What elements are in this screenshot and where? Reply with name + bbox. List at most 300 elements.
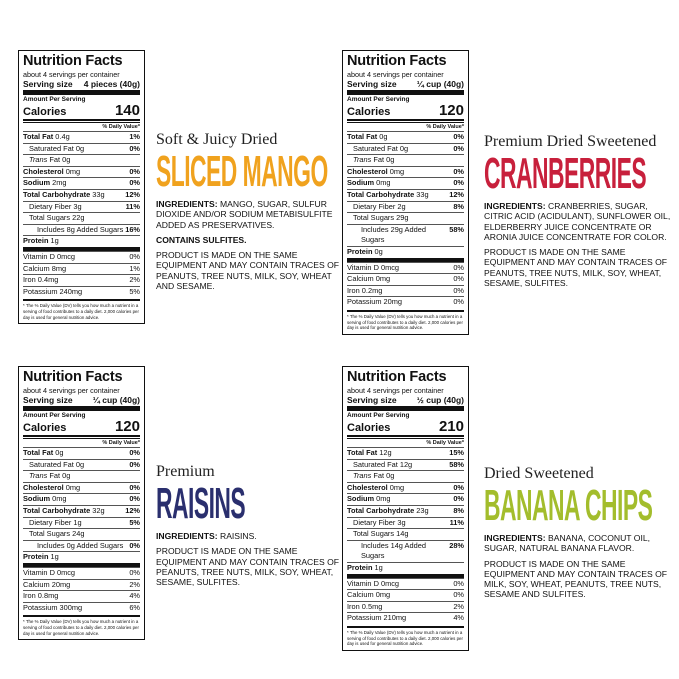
nf-nutrient-row <box>23 154 140 166</box>
product-name: BANANA CHIPS <box>484 481 653 530</box>
nf-nutrient-amount: Calcium 20mg <box>23 579 71 589</box>
nf-servings: about 4 servings per container <box>23 386 120 395</box>
nf-nutrient-label <box>347 225 449 246</box>
nf-nutrient-label <box>347 297 402 308</box>
nf-calories-value: 120 <box>114 418 140 435</box>
nf-nutrient-label <box>347 483 404 494</box>
nf-nutrient-label <box>23 580 70 591</box>
nf-nutrient-amount: 33g <box>90 189 105 199</box>
nf-nutrient-row <box>347 246 464 262</box>
nf-nutrient-dv: 0% <box>453 590 464 600</box>
nf-nutrient-dv: 0% <box>453 285 464 295</box>
nf-nutrient-amount: 0mg <box>374 178 391 188</box>
nf-calories-row <box>23 103 140 118</box>
nf-nutrient-label <box>23 236 59 247</box>
nf-calories-label: Calories <box>23 422 67 434</box>
nf-nutrient-row <box>23 251 140 263</box>
nf-nutrient-dv: 0% <box>453 143 464 153</box>
ingredients-text <box>484 201 674 242</box>
nf-nutrient-label <box>347 167 404 178</box>
nf-nutrient-row <box>347 166 464 178</box>
nf-nutrient-row <box>347 601 464 613</box>
nf-nutrient-label <box>23 252 75 263</box>
nf-nutrient-amount: Trans Fat 0g <box>29 471 71 481</box>
trans-italic: Trans <box>353 155 372 165</box>
nf-nutrient-amount: 1g <box>372 562 383 572</box>
nf-nutrient-row <box>347 470 464 482</box>
nf-nutrient-amount: Dietary Fiber 3g <box>29 201 82 211</box>
nf-nutrient-amount: Includes 29g Added Sugars <box>361 224 426 245</box>
nf-nutrient-dv: 0% <box>453 494 464 504</box>
nf-nutrient-label <box>23 213 84 224</box>
nf-nutrient-amount: 0mg <box>63 482 81 492</box>
nf-nutrient-label <box>347 247 383 258</box>
nf-nutrient-row <box>347 578 464 590</box>
nf-nutrient-amount: Vitamin D 0mcg <box>347 262 400 272</box>
nf-nutrient-label <box>347 286 382 297</box>
allergen-statement: PRODUCT IS MADE ON THE SAME EQUIPMENT AND MAY CONTAIN TRACES OF PEANUTS, TREE NUTS, MILK, SOY, WHEAT, SESAME, SULFITES. <box>484 247 668 289</box>
nf-footnote: * The % Daily Value (DV) tells you how much a nutrient in a serving of food contributes to a daily diet. 2,000 calories per day is used for general nutrition advice. <box>23 299 140 320</box>
nf-nutrient-dv: 12% <box>125 505 140 515</box>
nf-nutrient-row <box>23 551 140 567</box>
nf-nutrient-label <box>347 448 392 459</box>
nf-nutrient-dv: 12% <box>449 189 464 199</box>
nf-nutrient-amount: 2mg <box>50 178 67 188</box>
nf-nutrient-dv: 0% <box>129 178 140 188</box>
nf-nutrient-row <box>347 154 464 166</box>
nf-nutrient-label <box>347 155 394 166</box>
nf-nutrient-name: Protein <box>347 562 373 572</box>
nf-nutrient-amount: Total Sugars 14g <box>353 529 409 539</box>
nf-nutrient-amount: Vitamin D 0mcg <box>23 567 76 577</box>
product-name: CRANBERRIES <box>484 149 647 198</box>
nf-nutrient-amount: 0g <box>377 132 388 141</box>
nf-amount-per-serving: Amount Per Serving <box>347 412 410 419</box>
nf-nutrient-amount: Dietary Fiber 2g <box>353 201 406 211</box>
nf-nutrient-name: Total Fat <box>23 448 54 457</box>
nf-nutrient-label <box>347 460 412 471</box>
nf-divider-thick <box>23 406 140 411</box>
nf-nutrient-label <box>23 132 70 143</box>
nf-nutrient-dv: 4% <box>453 613 464 623</box>
nf-serving-size <box>23 79 140 89</box>
nf-nutrient-amount: 0mg <box>387 166 405 176</box>
nf-footnote: * The % Daily Value (DV) tells you how much a nutrient in a serving of food contributes to a daily diet. 2,000 calories per day is used for general nutrition advice. <box>23 615 140 636</box>
nf-nutrient-name: Cholesterol <box>347 482 388 492</box>
product-name: RAISINS <box>156 479 246 528</box>
nf-nutrient-dv: 0% <box>453 132 464 141</box>
nf-nutrient-dv: 8% <box>453 201 464 211</box>
nf-nutrient-row <box>23 447 140 459</box>
nf-nutrient-amount: 0mg <box>387 482 405 492</box>
nf-nutrient-amount: Calcium 0mg <box>347 590 391 600</box>
nf-nutrient-row <box>347 528 464 540</box>
nf-nutrient-row <box>347 589 464 601</box>
nf-nutrient-amount: Potassium 300mg <box>23 602 83 612</box>
nf-title: Nutrition Facts <box>347 369 447 385</box>
nf-nutrient-name: Total Fat <box>347 132 378 141</box>
nf-nutrient-amount: Vitamin D 0mcg <box>347 578 400 588</box>
nf-nutrient-name: Protein <box>23 236 49 246</box>
nf-nutrient-amount: 0g <box>53 448 64 457</box>
nf-nutrient-label <box>23 275 58 286</box>
nf-nutrient-label <box>23 568 75 579</box>
nf-nutrient-dv: 0% <box>453 274 464 284</box>
nf-nutrient-name: Cholesterol <box>23 482 64 492</box>
nf-nutrient-name: Total Carbohydrate <box>347 505 415 515</box>
nf-nutrient-row <box>347 131 464 143</box>
nf-nutrient-row <box>23 579 140 591</box>
nf-nutrient-row <box>23 212 140 224</box>
nf-nutrient-amount: 1g <box>48 552 59 562</box>
nf-nutrient-row <box>347 517 464 529</box>
nf-nutrient-label <box>23 471 70 482</box>
nf-nutrient-label <box>347 178 391 189</box>
trans-italic: Trans <box>353 471 372 481</box>
nf-serving-label: Serving size <box>347 395 397 405</box>
nf-nutrient-dv: 28% <box>449 540 464 550</box>
nf-nutrient-amount: Vitamin D 0mcg <box>23 251 76 261</box>
nf-nutrient-label <box>23 591 58 602</box>
ingredients-list: BANANA, COCONUT OIL, SUGAR, NATURAL BANANA FLAVOR. <box>484 533 651 554</box>
nf-amount-per-serving: Amount Per Serving <box>23 96 86 103</box>
nf-nutrient-row <box>23 470 140 482</box>
ingredients-block <box>156 199 346 291</box>
nf-nutrient-dv: 0% <box>129 494 140 504</box>
nf-nutrient-row <box>347 273 464 285</box>
nf-nutrient-row <box>347 482 464 494</box>
nf-serving-value: ½ cup (40g) <box>416 395 464 405</box>
nf-nutrient-name: Protein <box>23 552 49 562</box>
nf-nutrient-label <box>23 144 84 155</box>
nf-nutrient-label <box>23 603 82 614</box>
nf-nutrient-row <box>23 540 140 552</box>
nf-nutrient-row <box>347 459 464 471</box>
nf-calories-value: 120 <box>438 102 464 119</box>
product-branding <box>484 133 679 293</box>
nf-nutrient-row <box>347 285 464 297</box>
nf-divider-thick <box>23 90 140 95</box>
nf-nutrient-label <box>23 287 82 298</box>
nf-dv-header: % Daily Value* <box>347 438 464 447</box>
nf-serving-size <box>347 79 464 89</box>
nf-calories-label: Calories <box>347 422 391 434</box>
nf-nutrient-dv: 0% <box>453 482 464 492</box>
nf-nutrient-name: Total Carbohydrate <box>347 189 415 199</box>
nf-nutrient-row <box>347 212 464 224</box>
nf-footnote: * The % Daily Value (DV) tells you how much a nutrient in a serving of food contributes to a daily diet. 2,000 calories per day is used for general nutrition advice. <box>347 310 464 331</box>
nf-nutrient-dv: 6% <box>129 602 140 612</box>
nf-nutrient-label <box>23 155 70 166</box>
nf-nutrient-name: Sodium <box>23 494 51 504</box>
nf-nutrient-label <box>23 483 80 494</box>
nf-nutrient-row <box>23 274 140 286</box>
nf-nutrient-row <box>347 224 464 246</box>
nf-nutrient-amount: Trans Fat 0g <box>353 155 395 165</box>
product-tagline: Soft & Juicy Dried <box>156 131 278 148</box>
nf-nutrient-dv: 0% <box>129 251 140 261</box>
nf-nutrient-row <box>23 166 140 178</box>
nf-nutrient-label <box>347 590 390 601</box>
ingredients-text <box>484 533 674 554</box>
nf-nutrient-amount: Includes 8g Added Sugars <box>37 224 124 234</box>
nf-nutrient-amount: 23g <box>414 505 429 515</box>
nf-nutrient-dv: 2% <box>453 601 464 611</box>
nf-nutrient-amount: Trans Fat 0g <box>29 155 71 165</box>
nf-nutrient-dv: 0% <box>453 578 464 588</box>
nf-serving-size <box>347 395 464 405</box>
ingredients-label: INGREDIENTS: <box>484 201 546 211</box>
nf-calories-row <box>347 419 464 434</box>
nf-nutrient-label <box>23 552 59 563</box>
nf-nutrient-row <box>347 540 464 562</box>
ingredients-label: INGREDIENTS: <box>484 533 546 543</box>
nf-nutrient-dv: 4% <box>129 591 140 601</box>
nf-nutrient-amount: 0mg <box>374 494 391 504</box>
contains-statement <box>156 235 346 245</box>
nf-divider-medium <box>347 435 464 437</box>
nf-nutrient-dv: 11% <box>449 517 464 527</box>
nf-nutrient-dv: 2% <box>129 579 140 589</box>
nf-nutrient-label <box>347 144 408 155</box>
nf-nutrient-label <box>347 202 406 213</box>
allergen-statement: PRODUCT IS MADE ON THE SAME EQUIPMENT AND MAY CONTAIN TRACES OF PEANUTS, TREE NUTS, MILK, SOY, WHEAT AND SESAME. <box>156 250 340 292</box>
nf-nutrient-dv: 5% <box>129 517 140 527</box>
nf-nutrient-amount: Iron 0.5mg <box>347 601 383 611</box>
nf-nutrient-row <box>23 602 140 614</box>
nf-serving-value: 4 pieces (40g) <box>83 79 140 89</box>
nf-nutrient-name: Sodium <box>347 494 375 504</box>
nf-nutrient-dv: 2% <box>129 275 140 285</box>
nf-nutrient-amount: Saturated Fat 0g <box>353 143 409 153</box>
product-branding <box>156 463 346 592</box>
nf-nutrient-label <box>23 494 67 505</box>
nf-nutrient-label <box>23 264 66 275</box>
nf-nutrient-dv: 0% <box>129 482 140 492</box>
nf-nutrient-label <box>347 263 399 274</box>
product-name: SLICED MANGO <box>156 147 328 196</box>
nf-nutrient-label <box>347 506 429 517</box>
nf-nutrient-row <box>23 263 140 275</box>
nf-nutrient-label <box>23 190 105 201</box>
nf-nutrient-label <box>347 563 383 574</box>
ingredients-text <box>156 531 346 541</box>
nf-serving-label: Serving size <box>23 79 73 89</box>
nf-servings: about 4 servings per container <box>347 386 444 395</box>
nf-dv-header: % Daily Value* <box>347 122 464 131</box>
nf-nutrient-label <box>347 541 449 562</box>
nf-nutrient-amount: 33g <box>414 189 429 199</box>
nf-nutrient-label <box>23 460 84 471</box>
nf-nutrient-label <box>347 579 399 590</box>
nf-amount-per-serving: Amount Per Serving <box>23 412 86 419</box>
nf-nutrient-dv: 0% <box>129 448 140 457</box>
nf-calories-row <box>23 419 140 434</box>
nf-nutrient-name: Total Fat <box>23 132 54 141</box>
ingredients-list: MANGO, SUGAR, SULFUR DIOXIDE AND/OR SODIUM METABISULFITE ADDED AS PRESERVATIVES. <box>156 199 333 230</box>
nf-nutrient-dv: 0% <box>129 567 140 577</box>
nf-title: Nutrition Facts <box>347 53 447 69</box>
nf-nutrient-label <box>347 213 408 224</box>
nf-nutrient-amount: Potassium 20mg <box>347 297 403 307</box>
nf-nutrient-row <box>347 447 464 459</box>
nf-nutrient-dv: 11% <box>125 201 140 211</box>
nutrition-facts-label <box>18 50 145 324</box>
nf-nutrient-dv: 0% <box>453 262 464 272</box>
nf-nutrient-label <box>347 274 390 285</box>
nf-nutrient-label <box>23 178 67 189</box>
trans-italic: Trans <box>29 471 48 481</box>
nf-nutrient-row <box>23 189 140 201</box>
nf-calories-row <box>347 103 464 118</box>
nf-nutrient-row <box>23 590 140 602</box>
nf-nutrient-label <box>23 448 64 459</box>
nf-nutrient-row <box>347 493 464 505</box>
nf-nutrient-amount: Saturated Fat 0g <box>29 143 85 153</box>
product-tagline: Dried Sweetened <box>484 465 594 482</box>
nf-servings: about 4 servings per container <box>23 70 120 79</box>
nf-nutrient-dv: 0% <box>129 166 140 176</box>
nf-nutrient-amount: 0.4g <box>53 132 70 141</box>
nf-nutrient-amount: Saturated Fat 12g <box>353 459 413 469</box>
nf-nutrient-amount: Saturated Fat 0g <box>29 459 85 469</box>
nf-nutrient-amount: 32g <box>90 505 105 515</box>
nf-nutrient-label <box>23 202 82 213</box>
nf-nutrient-row <box>23 482 140 494</box>
nf-nutrient-label <box>23 541 123 552</box>
nf-serving-size <box>23 395 140 405</box>
nf-nutrient-dv: 58% <box>449 459 464 469</box>
nf-nutrient-dv: 0% <box>453 166 464 176</box>
nf-nutrient-row <box>23 286 140 298</box>
nf-nutrient-row <box>23 517 140 529</box>
nf-dv-header: % Daily Value* <box>23 438 140 447</box>
nf-nutrient-row <box>23 177 140 189</box>
nf-calories-value: 140 <box>114 102 140 119</box>
nf-nutrient-row <box>23 505 140 517</box>
nf-nutrient-name: Total Carbohydrate <box>23 505 91 515</box>
nf-nutrient-dv: 58% <box>449 224 464 234</box>
nf-divider-thick <box>347 406 464 411</box>
nf-nutrient-row <box>23 143 140 155</box>
nf-nutrient-amount: Includes 0g Added Sugars <box>37 540 124 550</box>
nf-nutrient-name: Protein <box>347 246 373 256</box>
nf-nutrient-row <box>347 143 464 155</box>
nf-nutrient-amount: Iron 0.4mg <box>23 275 59 285</box>
ingredients-label: INGREDIENTS: <box>156 199 218 209</box>
nf-divider-medium <box>23 435 140 437</box>
nf-nutrient-label <box>347 190 429 201</box>
ingredients-list: CRANBERRIES, SUGAR, CITRIC ACID (ACIDULANT), SUNFLOWER OIL, ELDERBERRY JUICE CONCENTRATE OR ARONIA JUICE CONCENTRATE FOR COLOR. <box>484 201 671 242</box>
nf-nutrient-row <box>347 296 464 308</box>
ingredients-block <box>484 533 674 600</box>
nf-serving-value: ¼ cup (40g) <box>92 395 140 405</box>
nf-amount-per-serving: Amount Per Serving <box>347 96 410 103</box>
ingredients-block <box>156 531 346 587</box>
nf-nutrient-name: Total Fat <box>347 448 378 457</box>
nf-nutrient-label <box>23 529 84 540</box>
nutrition-facts-label <box>342 366 469 651</box>
nf-nutrient-amount: Iron 0.2mg <box>347 285 383 295</box>
nf-nutrient-row <box>23 201 140 213</box>
nf-serving-value: ¼ cup (40g) <box>416 79 464 89</box>
nf-nutrient-amount: 1g <box>48 236 59 246</box>
nf-calories-label: Calories <box>347 106 391 118</box>
nf-nutrient-label <box>347 471 394 482</box>
nf-nutrient-amount: Dietary Fiber 3g <box>353 517 406 527</box>
nf-nutrient-row <box>347 505 464 517</box>
nf-nutrient-amount: 0mg <box>50 494 67 504</box>
nf-nutrient-row <box>23 459 140 471</box>
nutrition-facts-label <box>342 50 469 335</box>
nf-nutrient-label <box>347 518 406 529</box>
nf-nutrient-amount: Total Sugars 24g <box>29 529 85 539</box>
nf-dv-header: % Daily Value* <box>23 122 140 131</box>
nf-nutrient-amount: Potassium 210mg <box>347 613 407 623</box>
nf-nutrient-amount: 0g <box>372 246 383 256</box>
nf-nutrient-amount: Trans Fat 0g <box>353 471 395 481</box>
nf-divider-thick <box>347 90 464 95</box>
nf-nutrient-label <box>23 518 82 529</box>
nf-nutrient-row <box>23 235 140 251</box>
nf-nutrient-amount: 0mg <box>63 166 81 176</box>
product-tagline: Premium <box>156 463 215 480</box>
nf-nutrient-row <box>347 262 464 274</box>
nf-calories-value: 210 <box>438 418 464 435</box>
nf-nutrient-row <box>23 528 140 540</box>
nf-nutrient-dv: 1% <box>129 132 140 141</box>
nf-nutrient-dv: 12% <box>125 189 140 199</box>
ingredients-list: RAISINS. <box>217 531 257 541</box>
nf-nutrient-amount: Includes 14g Added Sugars <box>361 540 426 561</box>
nf-nutrient-dv: 16% <box>125 224 140 234</box>
contains-text: CONTAINS SULFITES. <box>156 234 247 245</box>
nf-nutrient-dv: 0% <box>453 178 464 188</box>
nf-nutrient-row <box>23 493 140 505</box>
nf-nutrient-row <box>23 224 140 236</box>
ingredients-text <box>156 199 346 230</box>
nf-calories-label: Calories <box>23 106 67 118</box>
nf-nutrient-amount: Total Sugars 22g <box>29 213 85 223</box>
nf-nutrient-name: Cholesterol <box>347 166 388 176</box>
nf-nutrient-label <box>347 494 391 505</box>
nf-nutrient-dv: 1% <box>129 263 140 273</box>
nf-nutrient-dv: 5% <box>129 286 140 296</box>
nf-nutrient-name: Sodium <box>347 178 375 188</box>
nf-serving-label: Serving size <box>347 79 397 89</box>
nf-nutrient-amount: Calcium 0mg <box>347 274 391 284</box>
nf-nutrient-dv: 8% <box>453 505 464 515</box>
nf-nutrient-row <box>347 177 464 189</box>
allergen-statement: PRODUCT IS MADE ON THE SAME EQUIPMENT AND MAY CONTAIN TRACES OF MILK, SOY, WHEAT, PEANUTS, TREE NUTS, SESAME AND SULFITES. <box>484 558 668 600</box>
nf-nutrient-amount: Calcium 8mg <box>23 263 67 273</box>
nf-nutrient-row <box>347 189 464 201</box>
nf-title: Nutrition Facts <box>23 53 123 69</box>
ingredients-block <box>484 201 674 288</box>
nf-nutrient-row <box>347 201 464 213</box>
nf-nutrient-dv: 0% <box>453 297 464 307</box>
nf-nutrient-label <box>23 506 105 517</box>
nf-nutrient-row <box>347 562 464 578</box>
nf-nutrient-dv: 0% <box>129 540 140 550</box>
allergen-statement: PRODUCT IS MADE ON THE SAME EQUIPMENT AND MAY CONTAIN TRACES OF PEANUTS, TREE NUTS, MILK, SOY, WHEAT, SESAME, SULFITES. <box>156 546 340 588</box>
nf-nutrient-dv: 0% <box>129 459 140 469</box>
nf-nutrient-label <box>23 167 80 178</box>
product-branding <box>484 465 679 605</box>
nf-nutrient-amount: Total Sugars 29g <box>353 213 409 223</box>
nf-nutrient-dv: 15% <box>449 448 464 457</box>
nutrition-facts-label <box>18 366 145 640</box>
